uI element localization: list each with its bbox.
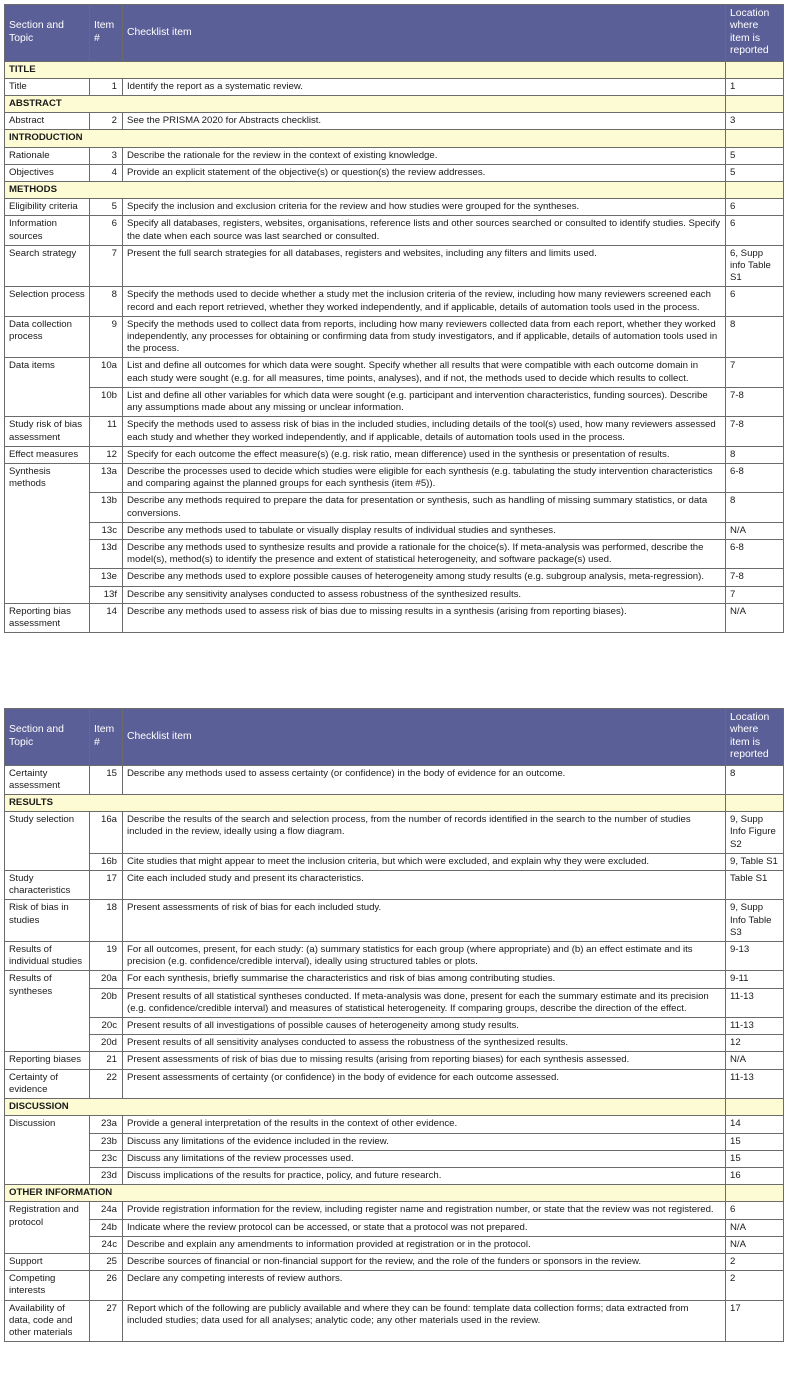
checklist-item-cell: Describe the rationale for the review in the context of existing knowledge. <box>123 147 726 164</box>
section-header-row <box>5 795 784 812</box>
topic-cell: Discussion <box>5 1116 90 1185</box>
section-location-blank <box>726 1099 784 1116</box>
checklist-item-cell: Describe and explain any amendments to information provided at registration or in the protocol. <box>123 1236 726 1253</box>
checklist-row <box>5 1052 784 1069</box>
topic-cell: Data collection process <box>5 316 90 358</box>
checklist-row <box>5 1271 784 1300</box>
location-cell: N/A <box>726 1052 784 1069</box>
item-number-cell: 17 <box>90 871 123 900</box>
checklist-item-cell: Discuss any limitations of the evidence included in the review. <box>123 1133 726 1150</box>
checklist-row <box>5 900 784 942</box>
item-number-cell: 23d <box>90 1167 123 1184</box>
checklist-row <box>5 387 784 416</box>
location-cell: 8 <box>726 446 784 463</box>
section-title: TITLE <box>5 61 726 78</box>
col-header-section: Section and Topic <box>5 709 90 766</box>
topic-cell: Registration and protocol <box>5 1202 90 1254</box>
location-cell: 6 <box>726 199 784 216</box>
checklist-item-cell: Specify all databases, registers, websites, organisations, reference lists and other sources searched or consulted to identify studies. Specify the date when each source was last searched or consulted. <box>123 216 726 245</box>
location-cell: 7-8 <box>726 387 784 416</box>
item-number-cell: 10b <box>90 387 123 416</box>
checklist-row <box>5 971 784 988</box>
checklist-row <box>5 765 784 794</box>
item-number-cell: 24a <box>90 1202 123 1219</box>
location-cell: 7 <box>726 586 784 603</box>
item-number-cell: 14 <box>90 603 123 632</box>
checklist-item-cell: For each synthesis, briefly summarise the characteristics and risk of bias among contributing studies. <box>123 971 726 988</box>
topic-cell: Title <box>5 78 90 95</box>
item-number-cell: 18 <box>90 900 123 942</box>
item-number-cell: 8 <box>90 287 123 316</box>
section-header-row <box>5 1099 784 1116</box>
location-cell: 9-13 <box>726 942 784 971</box>
item-number-cell: 13d <box>90 539 123 568</box>
location-cell: 6 <box>726 1202 784 1219</box>
section-title: METHODS <box>5 182 726 199</box>
item-number-cell: 10a <box>90 358 123 387</box>
item-number-cell: 16b <box>90 853 123 870</box>
section-location-blank <box>726 96 784 113</box>
location-cell: 7-8 <box>726 569 784 586</box>
item-number-cell: 23c <box>90 1150 123 1167</box>
item-number-cell: 12 <box>90 446 123 463</box>
checklist-item-cell: Discuss implications of the results for practice, policy, and future research. <box>123 1167 726 1184</box>
section-location-blank <box>726 795 784 812</box>
checklist-row <box>5 1035 784 1052</box>
topic-cell: Competing interests <box>5 1271 90 1300</box>
item-number-cell: 11 <box>90 417 123 446</box>
checklist-row <box>5 603 784 632</box>
checklist-row <box>5 147 784 164</box>
location-cell: N/A <box>726 603 784 632</box>
checklist-item-cell: Specify for each outcome the effect measure(s) (e.g. risk ratio, mean difference) used in the synthesis or presentation of results. <box>123 446 726 463</box>
checklist-item-cell: Present the full search strategies for all databases, registers and websites, including any filters and limits used. <box>123 245 726 287</box>
item-number-cell: 25 <box>90 1253 123 1270</box>
topic-cell: Synthesis methods <box>5 463 90 603</box>
location-cell: 11-13 <box>726 988 784 1017</box>
checklist-row <box>5 1253 784 1270</box>
checklist-row <box>5 358 784 387</box>
item-number-cell: 26 <box>90 1271 123 1300</box>
checklist-row <box>5 853 784 870</box>
checklist-item-cell: Describe any methods required to prepare the data for presentation or synthesis, such as handling of missing summary statistics, or data conversions. <box>123 493 726 522</box>
checklist-row <box>5 988 784 1017</box>
checklist-item-cell: For all outcomes, present, for each study: (a) summary statistics for each group (where appropriate) and (b) an effect estimate and its precision (e.g. confidence/credible interval), ideally using structured tables or plots. <box>123 942 726 971</box>
section-location-blank <box>726 61 784 78</box>
location-cell: 6-8 <box>726 463 784 492</box>
checklist-item-cell: Provide an explicit statement of the objective(s) or question(s) the review addresses. <box>123 164 726 181</box>
item-number-cell: 13f <box>90 586 123 603</box>
checklist-item-cell: Present assessments of risk of bias for each included study. <box>123 900 726 942</box>
checklist-row <box>5 1133 784 1150</box>
checklist-row <box>5 164 784 181</box>
location-cell: 2 <box>726 1271 784 1300</box>
checklist-row <box>5 316 784 358</box>
checklist-row <box>5 78 784 95</box>
checklist-table-part-2 <box>4 708 784 1342</box>
topic-cell: Certainty assessment <box>5 765 90 794</box>
checklist-item-cell: Describe any methods used to explore possible causes of heterogeneity among study results (e.g. subgroup analysis, meta-regression). <box>123 569 726 586</box>
topic-cell: Availability of data, code and other materials <box>5 1300 90 1342</box>
item-number-cell: 2 <box>90 113 123 130</box>
item-number-cell: 19 <box>90 942 123 971</box>
checklist-row <box>5 446 784 463</box>
topic-cell: Study characteristics <box>5 871 90 900</box>
checklist-row <box>5 569 784 586</box>
checklist-row <box>5 287 784 316</box>
col-header-location: Location where item is reported <box>726 709 784 766</box>
topic-cell: Data items <box>5 358 90 417</box>
topic-cell: Certainty of evidence <box>5 1069 90 1098</box>
checklist-row <box>5 245 784 287</box>
checklist-row <box>5 113 784 130</box>
checklist-row <box>5 1202 784 1219</box>
checklist-row <box>5 871 784 900</box>
location-cell: 2 <box>726 1253 784 1270</box>
section-location-blank <box>726 130 784 147</box>
section-header-row <box>5 96 784 113</box>
item-number-cell: 13a <box>90 463 123 492</box>
location-cell: 1 <box>726 78 784 95</box>
col-header-location: Location where item is reported <box>726 5 784 62</box>
item-number-cell: 22 <box>90 1069 123 1098</box>
checklist-item-cell: List and define all outcomes for which data were sought. Specify whether all results that were compatible with each outcome domain in each study were sought (e.g. for all measures, time points, analyses), and if not, the methods used to decide which results to collect. <box>123 358 726 387</box>
checklist-row <box>5 812 784 854</box>
topic-cell: Abstract <box>5 113 90 130</box>
checklist-item-cell: Describe the results of the search and selection process, from the number of records identified in the search to the number of studies included in the review, ideally using a flow diagram. <box>123 812 726 854</box>
location-cell: 16 <box>726 1167 784 1184</box>
col-header-item-number: Item # <box>90 5 123 62</box>
location-cell: 5 <box>726 164 784 181</box>
checklist-row <box>5 1300 784 1342</box>
checklist-item-cell: Specify the methods used to assess risk of bias in the included studies, including details of the tool(s) used, how many reviewers assessed each study and whether they worked independently, and if applicable, details of automation tools used in the process. <box>123 417 726 446</box>
section-title: INTRODUCTION <box>5 130 726 147</box>
checklist-row <box>5 539 784 568</box>
checklist-row <box>5 216 784 245</box>
location-cell: 12 <box>726 1035 784 1052</box>
section-title: ABSTRACT <box>5 96 726 113</box>
checklist-item-cell: Report which of the following are publicly available and where they can be found: template data collection forms; data extracted from included studies; data used for all analyses; analytic code; any other materials used in the review. <box>123 1300 726 1342</box>
location-cell: 7 <box>726 358 784 387</box>
item-number-cell: 3 <box>90 147 123 164</box>
location-cell: N/A <box>726 522 784 539</box>
checklist-row <box>5 493 784 522</box>
location-cell: 9, Supp Info Table S3 <box>726 900 784 942</box>
topic-cell: Objectives <box>5 164 90 181</box>
checklist-item-cell: Provide registration information for the review, including register name and registration number, or state that the review was not registered. <box>123 1202 726 1219</box>
topic-cell: Eligibility criteria <box>5 199 90 216</box>
location-cell: N/A <box>726 1236 784 1253</box>
location-cell: 17 <box>726 1300 784 1342</box>
checklist-row <box>5 199 784 216</box>
checklist-item-cell: Present results of all sensitivity analyses conducted to assess the robustness of the synthesized results. <box>123 1035 726 1052</box>
checklist-item-cell: Present results of all investigations of possible causes of heterogeneity among study results. <box>123 1018 726 1035</box>
location-cell: 3 <box>726 113 784 130</box>
section-title: RESULTS <box>5 795 726 812</box>
section-header-row <box>5 130 784 147</box>
location-cell: 6 <box>726 287 784 316</box>
item-number-cell: 5 <box>90 199 123 216</box>
checklist-item-cell: Provide a general interpretation of the results in the context of other evidence. <box>123 1116 726 1133</box>
item-number-cell: 23b <box>90 1133 123 1150</box>
checklist-row <box>5 417 784 446</box>
checklist-row <box>5 1150 784 1167</box>
checklist-item-cell: List and define all other variables for which data were sought (e.g. participant and intervention characteristics, funding sources). Describe any assumptions made about any missing or unclear information. <box>123 387 726 416</box>
location-cell: 11-13 <box>726 1018 784 1035</box>
checklist-item-cell: Present results of all statistical syntheses conducted. If meta-analysis was done, present for each the summary estimate and its precision (e.g. confidence/credible interval) and measures of statistical heterogeneity. If comparing groups, describe the direction of the effect. <box>123 988 726 1017</box>
checklist-item-cell: Describe any sensitivity analyses conducted to assess robustness of the synthesized results. <box>123 586 726 603</box>
checklist-row <box>5 942 784 971</box>
location-cell: 15 <box>726 1150 784 1167</box>
item-number-cell: 13e <box>90 569 123 586</box>
checklist-item-cell: Describe any methods used to assess risk of bias due to missing results in a synthesis (arising from reporting biases). <box>123 603 726 632</box>
item-number-cell: 13c <box>90 522 123 539</box>
item-number-cell: 24b <box>90 1219 123 1236</box>
item-number-cell: 4 <box>90 164 123 181</box>
item-number-cell: 21 <box>90 1052 123 1069</box>
topic-cell: Effect measures <box>5 446 90 463</box>
checklist-item-cell: Describe any methods used to synthesize results and provide a rationale for the choice(s). If meta-analysis was performed, describe the model(s), method(s) to identify the presence and extent of statistical heterogeneity, and software package(s) used. <box>123 539 726 568</box>
location-cell: 9-11 <box>726 971 784 988</box>
checklist-item-cell: Declare any competing interests of review authors. <box>123 1271 726 1300</box>
location-cell: 15 <box>726 1133 784 1150</box>
location-cell: 6, Supp info Table S1 <box>726 245 784 287</box>
item-number-cell: 20d <box>90 1035 123 1052</box>
item-number-cell: 16a <box>90 812 123 854</box>
topic-cell: Results of individual studies <box>5 942 90 971</box>
location-cell: 6-8 <box>726 539 784 568</box>
location-cell: 8 <box>726 765 784 794</box>
checklist-row <box>5 522 784 539</box>
checklist-item-cell: Cite each included study and present its characteristics. <box>123 871 726 900</box>
item-number-cell: 20c <box>90 1018 123 1035</box>
topic-cell: Rationale <box>5 147 90 164</box>
item-number-cell: 13b <box>90 493 123 522</box>
topic-cell: Selection process <box>5 287 90 316</box>
checklist-row <box>5 1236 784 1253</box>
checklist-item-cell: Specify the inclusion and exclusion criteria for the review and how studies were grouped for the syntheses. <box>123 199 726 216</box>
topic-cell: Search strategy <box>5 245 90 287</box>
checklist-item-cell: Identify the report as a systematic review. <box>123 78 726 95</box>
item-number-cell: 1 <box>90 78 123 95</box>
item-number-cell: 27 <box>90 1300 123 1342</box>
topic-cell: Study selection <box>5 812 90 871</box>
location-cell: 6 <box>726 216 784 245</box>
checklist-row <box>5 1219 784 1236</box>
location-cell: Table S1 <box>726 871 784 900</box>
location-cell: 8 <box>726 316 784 358</box>
checklist-item-cell: Specify the methods used to decide whether a study met the inclusion criteria of the review, including how many reviewers screened each record and each report retrieved, whether they worked independently, and if applicable, details of automation tools used in the process. <box>123 287 726 316</box>
topic-cell: Study risk of bias assessment <box>5 417 90 446</box>
item-number-cell: 6 <box>90 216 123 245</box>
col-header-checklist-item: Checklist item <box>123 709 726 766</box>
topic-cell: Support <box>5 1253 90 1270</box>
checklist-item-cell: Present assessments of risk of bias due to missing results (arising from reporting biases) for each synthesis assessed. <box>123 1052 726 1069</box>
section-header-row <box>5 61 784 78</box>
section-header-row <box>5 1185 784 1202</box>
section-title: DISCUSSION <box>5 1099 726 1116</box>
location-cell: 9, Supp Info Figure S2 <box>726 812 784 854</box>
item-number-cell: 23a <box>90 1116 123 1133</box>
topic-cell: Results of syntheses <box>5 971 90 1052</box>
section-title: OTHER INFORMATION <box>5 1185 726 1202</box>
checklist-item-cell: Indicate where the review protocol can be accessed, or state that a protocol was not prepared. <box>123 1219 726 1236</box>
checklist-item-cell: Present assessments of certainty (or confidence) in the body of evidence for each outcome assessed. <box>123 1069 726 1098</box>
topic-cell: Information sources <box>5 216 90 245</box>
checklist-item-cell: Describe any methods used to tabulate or visually display results of individual studies and syntheses. <box>123 522 726 539</box>
location-cell: 5 <box>726 147 784 164</box>
checklist-row <box>5 463 784 492</box>
checklist-item-cell: Describe sources of financial or non-financial support for the review, and the role of the funders or sponsors in the review. <box>123 1253 726 1270</box>
section-location-blank <box>726 182 784 199</box>
item-number-cell: 9 <box>90 316 123 358</box>
checklist-row <box>5 1018 784 1035</box>
item-number-cell: 15 <box>90 765 123 794</box>
col-header-checklist-item: Checklist item <box>123 5 726 62</box>
item-number-cell: 24c <box>90 1236 123 1253</box>
col-header-item-number: Item # <box>90 709 123 766</box>
checklist-row <box>5 1167 784 1184</box>
checklist-item-cell: Discuss any limitations of the review processes used. <box>123 1150 726 1167</box>
checklist-table-part-1 <box>4 4 784 633</box>
section-header-row <box>5 182 784 199</box>
topic-cell: Risk of bias in studies <box>5 900 90 942</box>
location-cell: N/A <box>726 1219 784 1236</box>
checklist-item-cell: Describe the processes used to decide which studies were eligible for each synthesis (e.g. tabulating the study intervention characteristics and comparing against the planned groups for each synthesis (item #5)). <box>123 463 726 492</box>
item-number-cell: 20b <box>90 988 123 1017</box>
location-cell: 9, Table S1 <box>726 853 784 870</box>
checklist-row <box>5 1069 784 1098</box>
location-cell: 11-13 <box>726 1069 784 1098</box>
checklist-item-cell: Describe any methods used to assess certainty (or confidence) in the body of evidence for an outcome. <box>123 765 726 794</box>
location-cell: 8 <box>726 493 784 522</box>
checklist-item-cell: Specify the methods used to collect data from reports, including how many reviewers collected data from each report, whether they worked independently, any processes for obtaining or confirming data from study investigators, and if applicable, details of automation tools used in the process. <box>123 316 726 358</box>
topic-cell: Reporting bias assessment <box>5 603 90 632</box>
item-number-cell: 20a <box>90 971 123 988</box>
checklist-row <box>5 586 784 603</box>
location-cell: 14 <box>726 1116 784 1133</box>
checklist-item-cell: See the PRISMA 2020 for Abstracts checklist. <box>123 113 726 130</box>
section-location-blank <box>726 1185 784 1202</box>
topic-cell: Reporting biases <box>5 1052 90 1069</box>
location-cell: 7-8 <box>726 417 784 446</box>
item-number-cell: 7 <box>90 245 123 287</box>
checklist-row <box>5 1116 784 1133</box>
col-header-section: Section and Topic <box>5 5 90 62</box>
checklist-item-cell: Cite studies that might appear to meet the inclusion criteria, but which were excluded, and explain why they were excluded. <box>123 853 726 870</box>
